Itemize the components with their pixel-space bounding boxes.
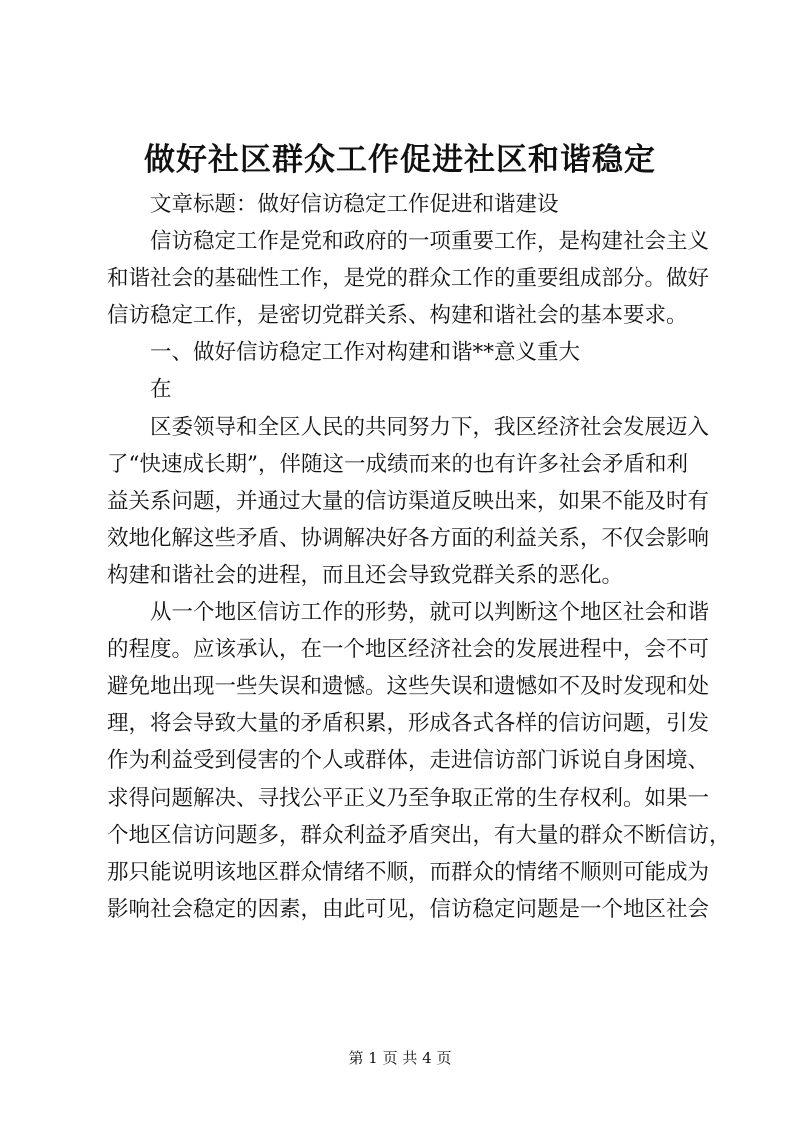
document-title: 做好社区群众工作促进社区和谐稳定 xyxy=(144,142,656,178)
paragraph-4-line-6: 求得问题解决、寻找公平正义乃至争取正常的生存权利。如果一 xyxy=(107,785,710,811)
paragraph-3-line-3: 益关系问题，并通过大量的信访渠道反映出来，如果不能及时有 xyxy=(107,488,710,514)
paragraph-4-line-9: 影响社会稳定的因素，由此可见，信访稳定问题是一个地区社会 xyxy=(107,896,710,922)
paragraph-1-line-3: 信访稳定工作，是密切党群关系、构建和谐社会的基本要求。 xyxy=(107,303,688,329)
paragraph-4-line-1: 从一个地区信访工作的形势，就可以判断这个地区社会和谐 xyxy=(150,600,710,626)
paragraph-1-line-2: 和谐社会的基础性工作，是党的群众工作的重要组成部分。做好 xyxy=(107,266,710,292)
paragraph-4-line-3: 避免地出现一些失误和遗憾。这些失误和遗憾如不及时发现和处 xyxy=(107,674,710,700)
paragraph-4-line-5: 作为利益受到侵害的个人或群体，走进信访部门诉说自身困境、 xyxy=(107,748,710,774)
section-heading-1: 一、做好信访稳定工作对构建和谐**意义重大 xyxy=(150,340,581,366)
document-body xyxy=(107,186,731,928)
paragraph-1-line-1: 信访稳定工作是党和政府的一项重要工作，是构建社会主义 xyxy=(150,229,710,255)
paragraph-3-line-2: 了“快速成长期”，伴随这一成绩而来的也有许多社会矛盾和利 xyxy=(107,451,688,477)
paragraph-4-line-2: 的程度。应该承认，在一个地区经济社会的发展进程中，会不可 xyxy=(107,637,710,663)
paragraph-2-line-1: 在 xyxy=(150,377,172,403)
paragraph-4-line-8: 那只能说明该地区群众情绪不顺，而群众的情绪不顺则可能成为 xyxy=(107,859,710,885)
paragraph-3-line-1: 区委领导和全区人民的共同努力下，我区经济社会发展迈入 xyxy=(150,414,710,440)
paragraph-4-line-7: 个地区信访问题多，群众利益矛盾突出，有大量的群众不断信访， xyxy=(107,822,731,848)
page-number-footer: 第 1 页 共 4 页 xyxy=(348,1049,452,1067)
paragraph-3-line-5: 构建和谐社会的进程，而且还会导致党群关系的恶化。 xyxy=(107,562,624,588)
paragraph-4-line-4: 理，将会导致大量的矛盾积累，形成各式各样的信访问题，引发 xyxy=(107,711,710,737)
paragraph-3-line-4: 效地化解这些矛盾、协调解决好各方面的利益关系，不仅会影响 xyxy=(107,525,710,551)
article-title-line: 文章标题：做好信访稳定工作促进和谐建设 xyxy=(150,192,559,217)
